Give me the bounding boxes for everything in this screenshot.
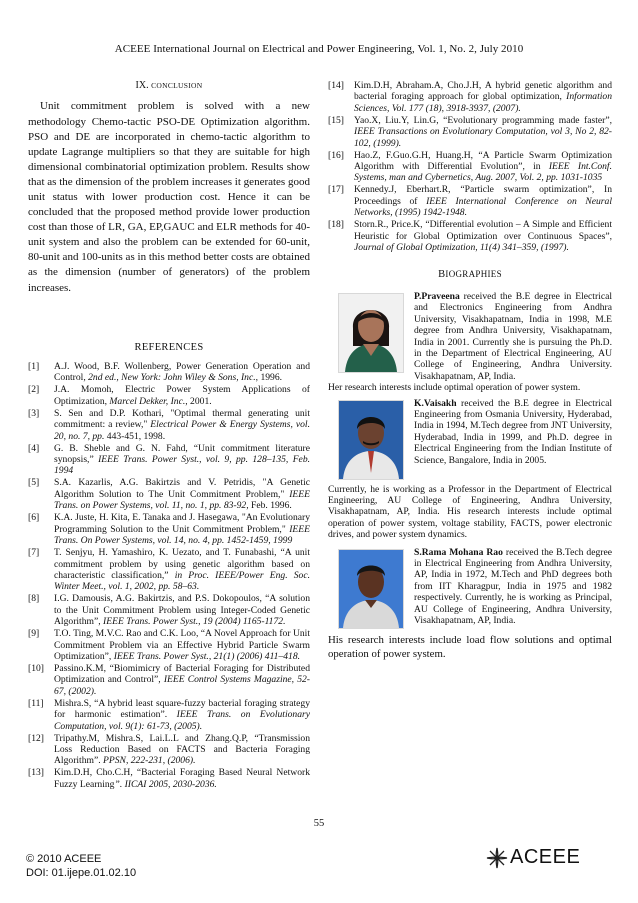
reference-tail: , 2001.	[185, 395, 212, 407]
bio-interests-rama-mohana-rao: His research interests include load flow solutions and optimal operation of power system.	[328, 633, 612, 660]
left-column	[28, 80, 310, 791]
bio-interests-praveena: Her research interests include optimal operation of power system.	[328, 382, 581, 394]
reference-text: Storn.R., Price.K, “Differential evolution – A Simple and Efficient Heuristic for Global Optimization over Continuous Spaces”,	[354, 219, 612, 242]
reference-text: Yao.X, Liu.Y, Lin.G, “Evolutionary programming made faster”,	[354, 114, 612, 126]
bio-text-rama-mohana-rao: received the B.Tech degree in Electrical Engineering from Andhra University, AP, India in 1972, M.Tech and PhD degrees both from IIT Kharagpur, India in 1975 and 1982 respectively. Currently, he is working as Principal, AU College of Engineering, Andhra University, Visakhapatnam, AP, India.	[414, 546, 612, 626]
biographies-title-rest: IOGRAPHIES	[445, 269, 502, 280]
reference-number: [10]	[28, 662, 44, 674]
reference-tail: 443-451, 1998.	[104, 430, 166, 442]
bio-text-praveena: received the B.E degree in Electrical and Electronics Engineering from Andhra University, Visakhapatnam, India in 1998, M.E degree from Andhra University, Visakhapatnam, India in 2001. Currently she is pursuing the Ph.D. in the Department of Electrical Engineering, AU College of Engineering, Andhra University. Visakhapatnam, AP, India.	[414, 290, 612, 382]
conclusion-title: CONCLUSION	[151, 81, 203, 90]
references-heading: REFERENCES	[134, 341, 204, 353]
reference-number: [8]	[28, 593, 40, 605]
reference-tail: , 1996.	[255, 372, 283, 384]
reference-number: [1]	[28, 361, 40, 373]
reference-list-left	[28, 361, 310, 790]
author-photo-rama-mohana-rao	[338, 549, 404, 629]
reference-number: [9]	[28, 628, 40, 640]
portrait-male-icon	[339, 550, 403, 628]
reference-text: G. B. Sheble and G. N. Fahd, “Unit commitment literature synopsis,”	[54, 442, 310, 466]
reference-text: S.A. Kazarlis, A.G. Bakirtzis and V. Petridis, "A Genetic Algorithm Solution to The Unit Commitment Problem,"	[54, 477, 310, 500]
reference-item	[28, 698, 310, 732]
reference-number: [4]	[28, 442, 40, 454]
reference-source: IEEE International Conference on Neural Networks, (1995) 1942-1948.	[354, 195, 613, 219]
reference-source: ”. IICAI 2005, 2030-2036.	[114, 778, 217, 790]
reference-item	[328, 115, 612, 149]
conclusion-heading	[28, 80, 310, 91]
biography-vaisakh	[328, 398, 612, 541]
aceee-logo	[486, 846, 580, 869]
reference-item	[28, 361, 310, 384]
reference-number: [3]	[28, 407, 40, 419]
reference-item	[28, 767, 310, 790]
conclusion-numeral: IX.	[135, 80, 149, 91]
reference-number: [7]	[28, 547, 40, 559]
reference-item	[28, 733, 310, 767]
reference-number: [2]	[28, 384, 40, 396]
reference-text: Tripathy.M, Mishra.S, Lai.L.L and Zhang.Q.P, “Transmission Loss Reduction Based on FACTS and Bacteria Foraging Algorithm”.	[54, 732, 310, 767]
reference-text: Passino.K.M, “Biomimicry of Bacterial Foraging for Distributed Optimization and Control”,	[54, 662, 310, 686]
reference-number: [13]	[28, 767, 44, 779]
reference-source: IEEE Control Systems Magazine, 52-67, (2002).	[54, 674, 310, 697]
biographies-title-cap: B	[438, 269, 446, 281]
bio-interests-vaisakh: Currently, he is working as a Professor in the Department of Electrical Engineering, AU College of Engineering, Andhra University, Visakhapatnam, AP, India. His research interests include optimal operation of power system, voltage stability, FACTS, power electronic drives, and power system dynamics.	[328, 483, 612, 541]
reference-number: [17]	[328, 184, 344, 196]
reference-source: IEEE Transactions on Evolutionary Computation, vol 3, No 2, 82-102, (1999).	[354, 126, 612, 149]
bio-name-rama-mohana-rao: S.Rama Mohana Rao	[414, 546, 503, 558]
reference-text: Kim.D.H, Abraham.A, Cho.J.H, A hybrid genetic algorithm and bacterial foraging approach for global optimization,	[354, 80, 612, 103]
reference-source: Marcel Dekker, Inc.	[109, 395, 186, 407]
reference-source: in Proc. IEEE/Power Eng. Soc. Winter Meet., vol. 1, 2002, pp. 58–63.	[54, 569, 310, 593]
reference-text: Kim.D.H, Cho.C.H, “Bacterial Foraging Based Neural Network Fuzzy Learning	[54, 767, 310, 790]
bio-name-praveena: P.Praveena	[414, 290, 460, 302]
reference-source: Electrical Power & Energy Systems, vol. 20, no. 7, pp.	[54, 419, 310, 442]
reference-source: PPSN, 222-231, (2006).	[103, 755, 196, 767]
reference-text: Mishra.S, “A hybrid least square-fuzzy bacterial foraging strategy for harmonic estimation”.	[54, 697, 310, 721]
reference-source: Journal of Global Optimization, 11(4) 341–359, (1997).	[354, 242, 569, 254]
reference-text: T.O. Ting, M.V.C. Rao and C.K. Loo, “A Novel Approach for Unit Commitment Problem via an Effective Hybrid Particle Swarm Optimization”,	[54, 628, 311, 662]
bio-text-vaisakh: received the B.E degree in Electrical Engineering from Osmania University, Hyderabad, India in 1994, M.Tech degree from JNT University, Hyderabad, India in 1999, and Ph.D. degree in Electrical Engineering from the Indian Institute of Science, Bangalore, India in 2005.	[414, 397, 612, 466]
reference-number: [12]	[28, 732, 44, 744]
reference-text: K.A. Juste, H. Kita, E. Tanaka and J. Hasegawa, "An Evolutionary Programming Solution to the Unit Commitment Problem,"	[54, 512, 310, 535]
biography-rama-mohana-rao	[328, 547, 612, 661]
reference-number: [11]	[28, 697, 44, 709]
page-number: 55	[313, 818, 325, 829]
star-burst-icon	[486, 847, 508, 869]
reference-tail: Feb. 1996.	[248, 500, 292, 512]
reference-text: Hao.Z, F.Guo.G.H, Huang.H, “A Particle Swarm Optimization Algorithm with Differential Evolution”, in	[354, 149, 612, 173]
reference-item	[28, 663, 310, 697]
reference-number: [14]	[328, 80, 344, 91]
reference-item	[28, 408, 310, 442]
biography-praveena	[328, 291, 612, 394]
reference-item	[28, 477, 310, 511]
reference-text: J.A. Momoh, Electric Power System Applications of Optimization,	[54, 384, 310, 407]
reference-number: [5]	[28, 477, 40, 489]
reference-text: S. Sen and D.P. Kothari, "Optimal thermal generating unit commitment: a review,"	[54, 407, 310, 431]
bio-name-vaisakh: K.Vaisakh	[414, 397, 457, 409]
reference-item	[28, 628, 310, 662]
reference-source: IEEE Trans. Power Syst., 21(1) (2006) 411–418.	[113, 650, 301, 662]
reference-source: 2nd ed., New York: John Wiley & Sons, Inc.	[88, 372, 256, 384]
reference-text: Kennedy.J, Eberhart.R, “Particle swarm optimization”, In Proceedings of	[354, 184, 612, 207]
reference-source: IEEE Trans. Power Syst., 19 (2004) 1165-1172.	[103, 616, 286, 628]
reference-source: IEEE Trans. Power Syst., vol. 9, pp. 128–135, Feb. 1994	[54, 454, 311, 477]
reference-text: I.G. Damousis, A.G. Bakirtzis, and P.S. Dokopoulos, “A solution to the Unit Commitment Problem using Integer-Coded Genetic Algorithm”,	[54, 593, 310, 628]
right-column	[328, 80, 612, 661]
portrait-female-icon	[339, 294, 403, 372]
reference-item	[28, 593, 310, 627]
reference-item	[328, 219, 612, 253]
reference-source: IEEE Trans. On Power Systems, vol. 14, no. 4, pp. 1452-1459, 1999	[54, 523, 310, 547]
reference-item	[28, 547, 310, 593]
reference-number: [16]	[328, 149, 344, 161]
reference-item	[328, 80, 612, 114]
portrait-male-icon	[339, 401, 403, 479]
logo-text: ACEEE	[510, 846, 581, 868]
reference-number: [18]	[328, 219, 344, 231]
author-photo-praveena	[338, 293, 404, 373]
biographies-heading	[328, 269, 612, 280]
reference-source: IEEE Int.Conf. Systems, man and Cybernetics, Aug. 2007, Vol. 2, pp. 1031-1035	[354, 161, 612, 184]
copyright-notice: © 2010 ACEEE	[26, 853, 102, 865]
reference-item	[328, 184, 612, 218]
reference-list-right	[328, 80, 612, 253]
journal-header: ACEEE International Journal on Electrical and Power Engineering, Vol. 1, No. 2, July 2010	[114, 43, 524, 55]
reference-item	[28, 512, 310, 546]
reference-number: [6]	[28, 512, 40, 524]
reference-text: A.J. Wood, B.F. Wollenberg, Power Generation Operation and Control,	[54, 361, 310, 384]
reference-source: IEEE Trans. on Evolutionary Computation, vol. 9(1): 61-73, (2005).	[54, 709, 310, 732]
reference-text: T. Senjyu, H. Yamashiro, K. Uezato, and T. Funabashi, “A unit commitment problem by using genetic algorithm based on characteristic classification,”	[54, 547, 310, 581]
conclusion-body: Unit commitment problem is solved with a new methodology Chemo-tactic PSO-DE Optimization algorithm. PSO and DE are incorporated in chemo-tactic algorithm to update Lagrange multipliers so that they are suitable for high dimensional combinatorial optimization problem. Results show that as the dimension of the problem increases it generates good unit status with lower production cost. Hence it can be concluded that the proposed method provide lower production cost than those of LR, GA, EP,GAUC and ELR methods for 40-unit system and also the problem can be extended for 60-unit, 80-unit and 100-units as in this method better costs are obtained as the dimension (number of generators) of the problem increases.	[28, 100, 310, 294]
reference-source: Information Sciences, Vol. 177 (18), 3918-3937, (2007).	[354, 91, 612, 114]
doi: DOI: 01.ijepe.01.02.10	[26, 867, 137, 879]
author-photo-vaisakh	[338, 400, 404, 480]
reference-source: IEEE Trans. on Power Systems, vol. 11, no. 1, pp. 83-92,	[54, 488, 310, 512]
reference-number: [15]	[328, 114, 344, 126]
reference-item	[28, 384, 310, 407]
reference-item	[28, 443, 310, 477]
reference-item	[328, 150, 612, 184]
footer	[26, 852, 136, 880]
